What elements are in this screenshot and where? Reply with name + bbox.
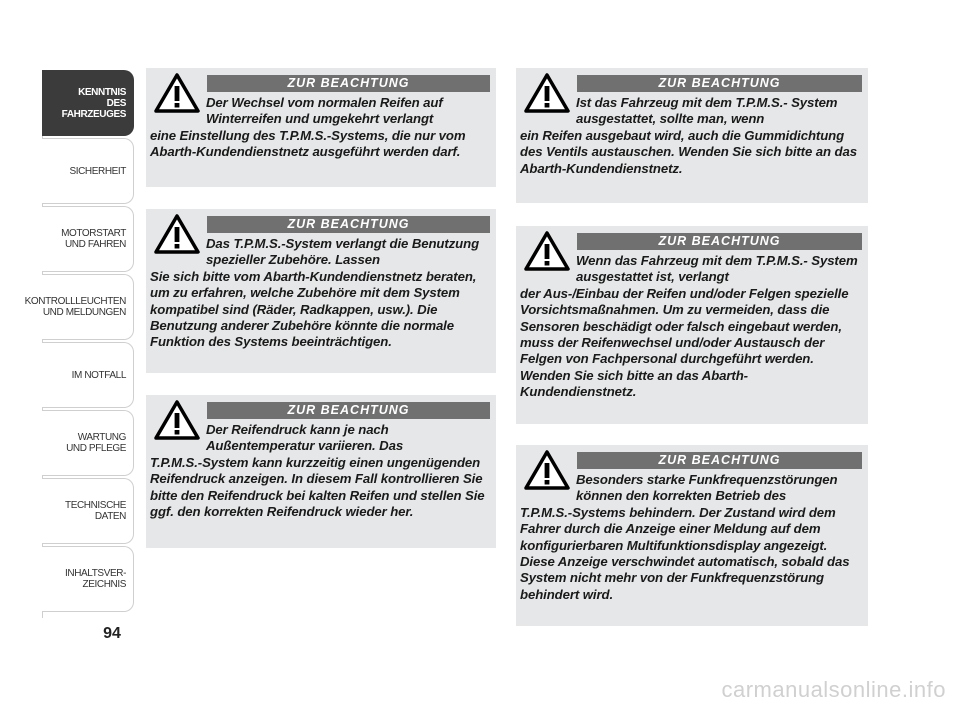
warning-text — [520, 253, 862, 401]
tab-kenntnis[interactable]: KENNTNIS DES FAHRZEUGES — [42, 70, 134, 136]
tab-im-notfall[interactable]: IM NOTFALL — [42, 342, 134, 408]
warning-header: ZUR BEACHTUNG — [207, 216, 490, 233]
warning-lead: Der Wechsel vom normalen Reifen auf Winterreifen und umgekehrt verlangt — [206, 95, 443, 127]
warning-lead: Das T.P.M.S.-System verlangt die Benutzung spezieller Zubehöre. Lassen — [206, 236, 480, 268]
warning-text — [520, 472, 862, 603]
warning-body: T.P.M.S.-Systems behindern. Der Zustand wird dem Fahrer durch die Anzeige einer Meldung auf dem konfigurierbaren Multifunktionsdisplay angezeigt. Diese Anzeige verschwindet automatisch, sobald das System nicht mehr von der Funkfrequenzstörung behindert wird. — [520, 504, 850, 602]
warning-body: T.P.M.S.-System kann kurzzeitig einen ungenügenden Reifendruck anzeigen. In diesem Fall kontrollieren Sie bitte den Reifendruck bei kalten Reifen und stellen Sie ggf. den korrekten Reifendruck wieder her. — [150, 454, 485, 520]
warning-box — [516, 226, 868, 424]
warning-box — [146, 209, 496, 373]
warning-text — [150, 236, 490, 351]
warning-text — [150, 422, 490, 520]
warning-box — [146, 68, 496, 187]
tab-motorstart[interactable]: MOTORSTART UND FAHREN — [42, 206, 134, 272]
tab-sicherheit[interactable]: SICHERHEIT — [42, 138, 134, 204]
warning-header: ZUR BEACHTUNG — [577, 75, 862, 92]
warning-box — [146, 395, 496, 548]
warning-header: ZUR BEACHTUNG — [577, 233, 862, 250]
warning-header: ZUR BEACHTUNG — [207, 75, 490, 92]
warning-text — [520, 95, 862, 177]
warning-body: der Aus-/Einbau der Reifen und/oder Felgen spezielle Vorsichtsmaßnahmen. Um zu vermeiden, dass die Sensoren beschädigt oder falsch eingebaut werden, muss der Reifenwechsel und/oder Austausch der Felgen von Fachpersonal durchgeführt werden. Wenden Sie sich bitte an das Abarth-Kundendienstnetz. — [520, 285, 849, 400]
warning-box — [516, 68, 868, 203]
warning-lead: Wenn das Fahrzeug mit dem T.P.M.S.- System ausgestattet ist, verlangt — [576, 253, 858, 285]
chapter-sidebar — [24, 70, 134, 614]
warning-body: eine Einstellung des T.P.M.S.-Systems, die nur vom Abarth-Kundendienstnetz ausgeführt werden darf. — [150, 127, 466, 160]
page-number: 94 — [103, 625, 121, 642]
warning-lead: Besonders starke Funkfrequenzstörungen können den korrekten Betrieb des — [576, 472, 838, 504]
watermark: carmanualsonline.info — [721, 677, 946, 702]
warning-header: ZUR BEACHTUNG — [207, 402, 490, 419]
warning-box — [516, 445, 868, 626]
warning-lead: Ist das Fahrzeug mit dem T.P.M.S.- System ausgestattet, sollte man, wenn — [576, 95, 838, 127]
tab-technische-daten[interactable]: TECHNISCHE DATEN — [42, 478, 134, 544]
warning-body: Sie sich bitte vom Abarth-Kundendienstnetz beraten, um zu erfahren, welche Zubehöre mit dem System kompatibel sind (Räder, Radkappen, usw.). Die Benutzung anderer Zubehöre könnte die normale Funktion des Systems beeinträchtigen. — [150, 268, 477, 350]
warning-lead: Der Reifendruck kann je nach Außentemperatur variieren. Das — [206, 422, 404, 454]
tab-wartung[interactable]: WARTUNG UND PFLEGE — [42, 410, 134, 476]
warning-text — [150, 95, 490, 161]
warning-header: ZUR BEACHTUNG — [577, 452, 862, 469]
tab-kontrollleuchten[interactable]: KONTROLLLEUCHTEN UND MELDUNGEN — [42, 274, 134, 340]
warning-body: ein Reifen ausgebaut wird, auch die Gummidichtung des Ventils austauschen. Wenden Sie sich bitte an das Abarth-Kundendienstnetz. — [520, 127, 857, 176]
tab-inhaltsverzeichnis[interactable]: INHALTSVER- ZEICHNIS — [42, 546, 134, 612]
